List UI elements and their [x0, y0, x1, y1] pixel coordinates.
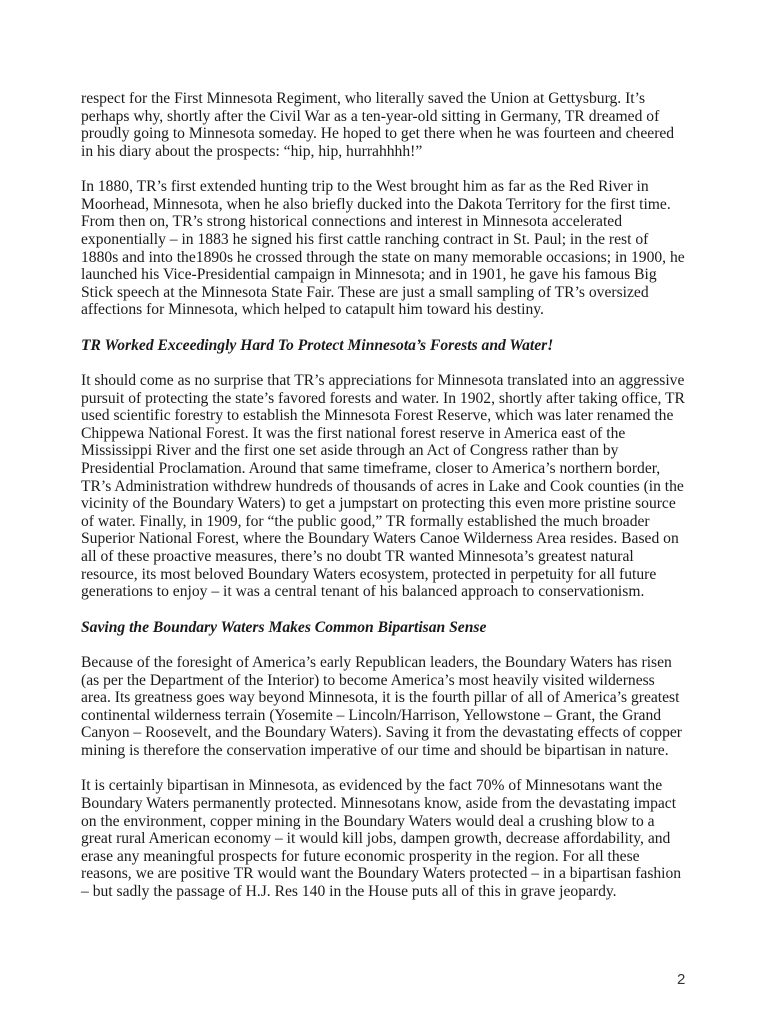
paragraph-first-minnesota-regiment [81, 90, 701, 160]
text-line: continental wilderness terrain (Yosemite – Lincoln/Harrison, Yellowstone – Grant, the Grand [81, 706, 662, 724]
text-line: used scientific forestry to establish the Minnesota Forest Reserve, which was later renamed the [81, 407, 674, 425]
text-line: – but sadly the passage of H.J. Res 140 in the House puts all of this in grave jeopardy. [81, 882, 617, 900]
paragraph-spacer [81, 601, 701, 619]
text-line: perhaps why, shortly after the Civil War as a ten-year-old sitting in Germany, TR dreamed of [81, 107, 660, 125]
text-line: of water. Finally, in 1909, for “the public good,” TR formally established the much broader [81, 512, 650, 530]
text-line: all of these proactive measures, there’s no doubt TR wanted Minnesota’s greatest natural [81, 548, 634, 566]
text-line: erase any meaningful prospects for future economic prosperity in the region. For all these [81, 847, 640, 865]
paragraph-spacer [81, 354, 701, 372]
section-heading-bipartisan-sense: Saving the Boundary Waters Makes Common Bipartisan Sense [81, 618, 487, 636]
text-line: Chippewa National Forest. It was the first national forest reserve in America east of the [81, 424, 626, 442]
text-line: on the environment, copper mining in the Boundary Waters would deal a crushing blow to a [81, 812, 655, 830]
text-line: It is certainly bipartisan in Minnesota, as evidenced by the fact 70% of Minnesotans want the [81, 777, 663, 795]
text-line: (as per the Department of the Interior) to become America’s most heavily visited wilderness [81, 671, 655, 689]
text-line: Superior National Forest, where the Boundary Waters Canoe Wilderness Area resides. Based on [81, 530, 679, 548]
text-line: TR’s Administration withdrew hundreds of thousands of acres in Lake and Cook counties (in the [81, 477, 684, 495]
text-line: Mississippi River and the first one set aside through an Act of Congress rather than by [81, 442, 619, 460]
text-line: From then on, TR’s strong historical connections and interest in Minnesota accelerated [81, 213, 623, 231]
paragraph-spacer [81, 760, 701, 778]
text-line: resource, its most beloved Boundary Waters ecosystem, protected in perpetuity for all future [81, 565, 657, 583]
document-page [81, 90, 701, 901]
text-line: Moorhead, Minnesota, when he also briefly ducked into the Dakota Territory for the first time. [81, 195, 671, 213]
text-line: launched his Vice-Presidential campaign in Minnesota; and in 1901, he gave his famous Big [81, 266, 657, 284]
text-line: affections for Minnesota, which helped to catapult him toward his destiny. [81, 301, 544, 319]
text-line: respect for the First Minnesota Regiment, who literally saved the Union at Gettysburg. It’s [81, 90, 646, 107]
text-line: great rural American economy – it would kill jobs, dampen growth, decrease affordability, and [81, 830, 671, 848]
text-line: area. Its greatness goes way beyond Minnesota, it is the fourth pillar of all of America’s greatest [81, 689, 680, 707]
text-line: reasons, we are positive TR would want the Boundary Waters protected – in a bipartisan fashion [81, 865, 682, 883]
paragraph-1880-hunting-trip [81, 178, 701, 319]
text-line: Because of the foresight of America’s early Republican leaders, the Boundary Waters has risen [81, 654, 672, 672]
text-line: It should come as no surprise that TR’s appreciations for Minnesota translated into an aggressive [81, 372, 685, 390]
text-line: In 1880, TR’s first extended hunting trip to the West brought him as far as the Red River in [81, 178, 649, 196]
paragraph-republican-foresight [81, 654, 701, 760]
text-line: exponentially – in 1883 he signed his first cattle ranching contract in St. Paul; in the rest of [81, 230, 649, 248]
text-line: generations to enjoy – it was a central tenant of his balanced approach to conservationism. [81, 583, 645, 601]
text-line: proudly going to Minnesota someday. He hoped to get there when he was fourteen and cheered [81, 125, 675, 143]
text-line: Stick speech at the Minnesota State Fair. These are just a small sampling of TR’s oversized [81, 283, 649, 301]
text-line: mining is therefore the conservation imperative of our time and should be bipartisan in nature. [81, 741, 669, 759]
page-number: 2 [677, 971, 686, 988]
paragraph-spacer [81, 319, 701, 337]
text-line: in his diary about the prospects: “hip, hip, hurrahhhh!” [81, 142, 423, 160]
text-line: vicinity of the Boundary Waters) to get a jumpstart on protecting this even more pristine source [81, 495, 676, 513]
text-line: pursuit of protecting the state’s favored forests and water. In 1902, shortly after taking office, TR [81, 389, 685, 407]
paragraph-forest-protection [81, 372, 701, 601]
section-heading-forests-and-water: TR Worked Exceedingly Hard To Protect Minnesota’s Forests and Water! [81, 336, 554, 354]
paragraph-bipartisan-minnesota [81, 777, 701, 900]
text-line: Canyon – Roosevelt, and the Boundary Waters). Saving it from the devastating effects of copper [81, 724, 682, 742]
text-line: Boundary Waters permanently protected. Minnesotans know, aside from the devastating impact [81, 794, 677, 812]
paragraph-spacer [81, 160, 701, 178]
paragraph-spacer [81, 636, 701, 654]
text-line: Presidential Proclamation. Around that same timeframe, closer to America’s northern border, [81, 460, 661, 478]
text-line: 1880s and into the1890s he crossed through the state on many memorable occasions; in 1900, he [81, 248, 685, 266]
